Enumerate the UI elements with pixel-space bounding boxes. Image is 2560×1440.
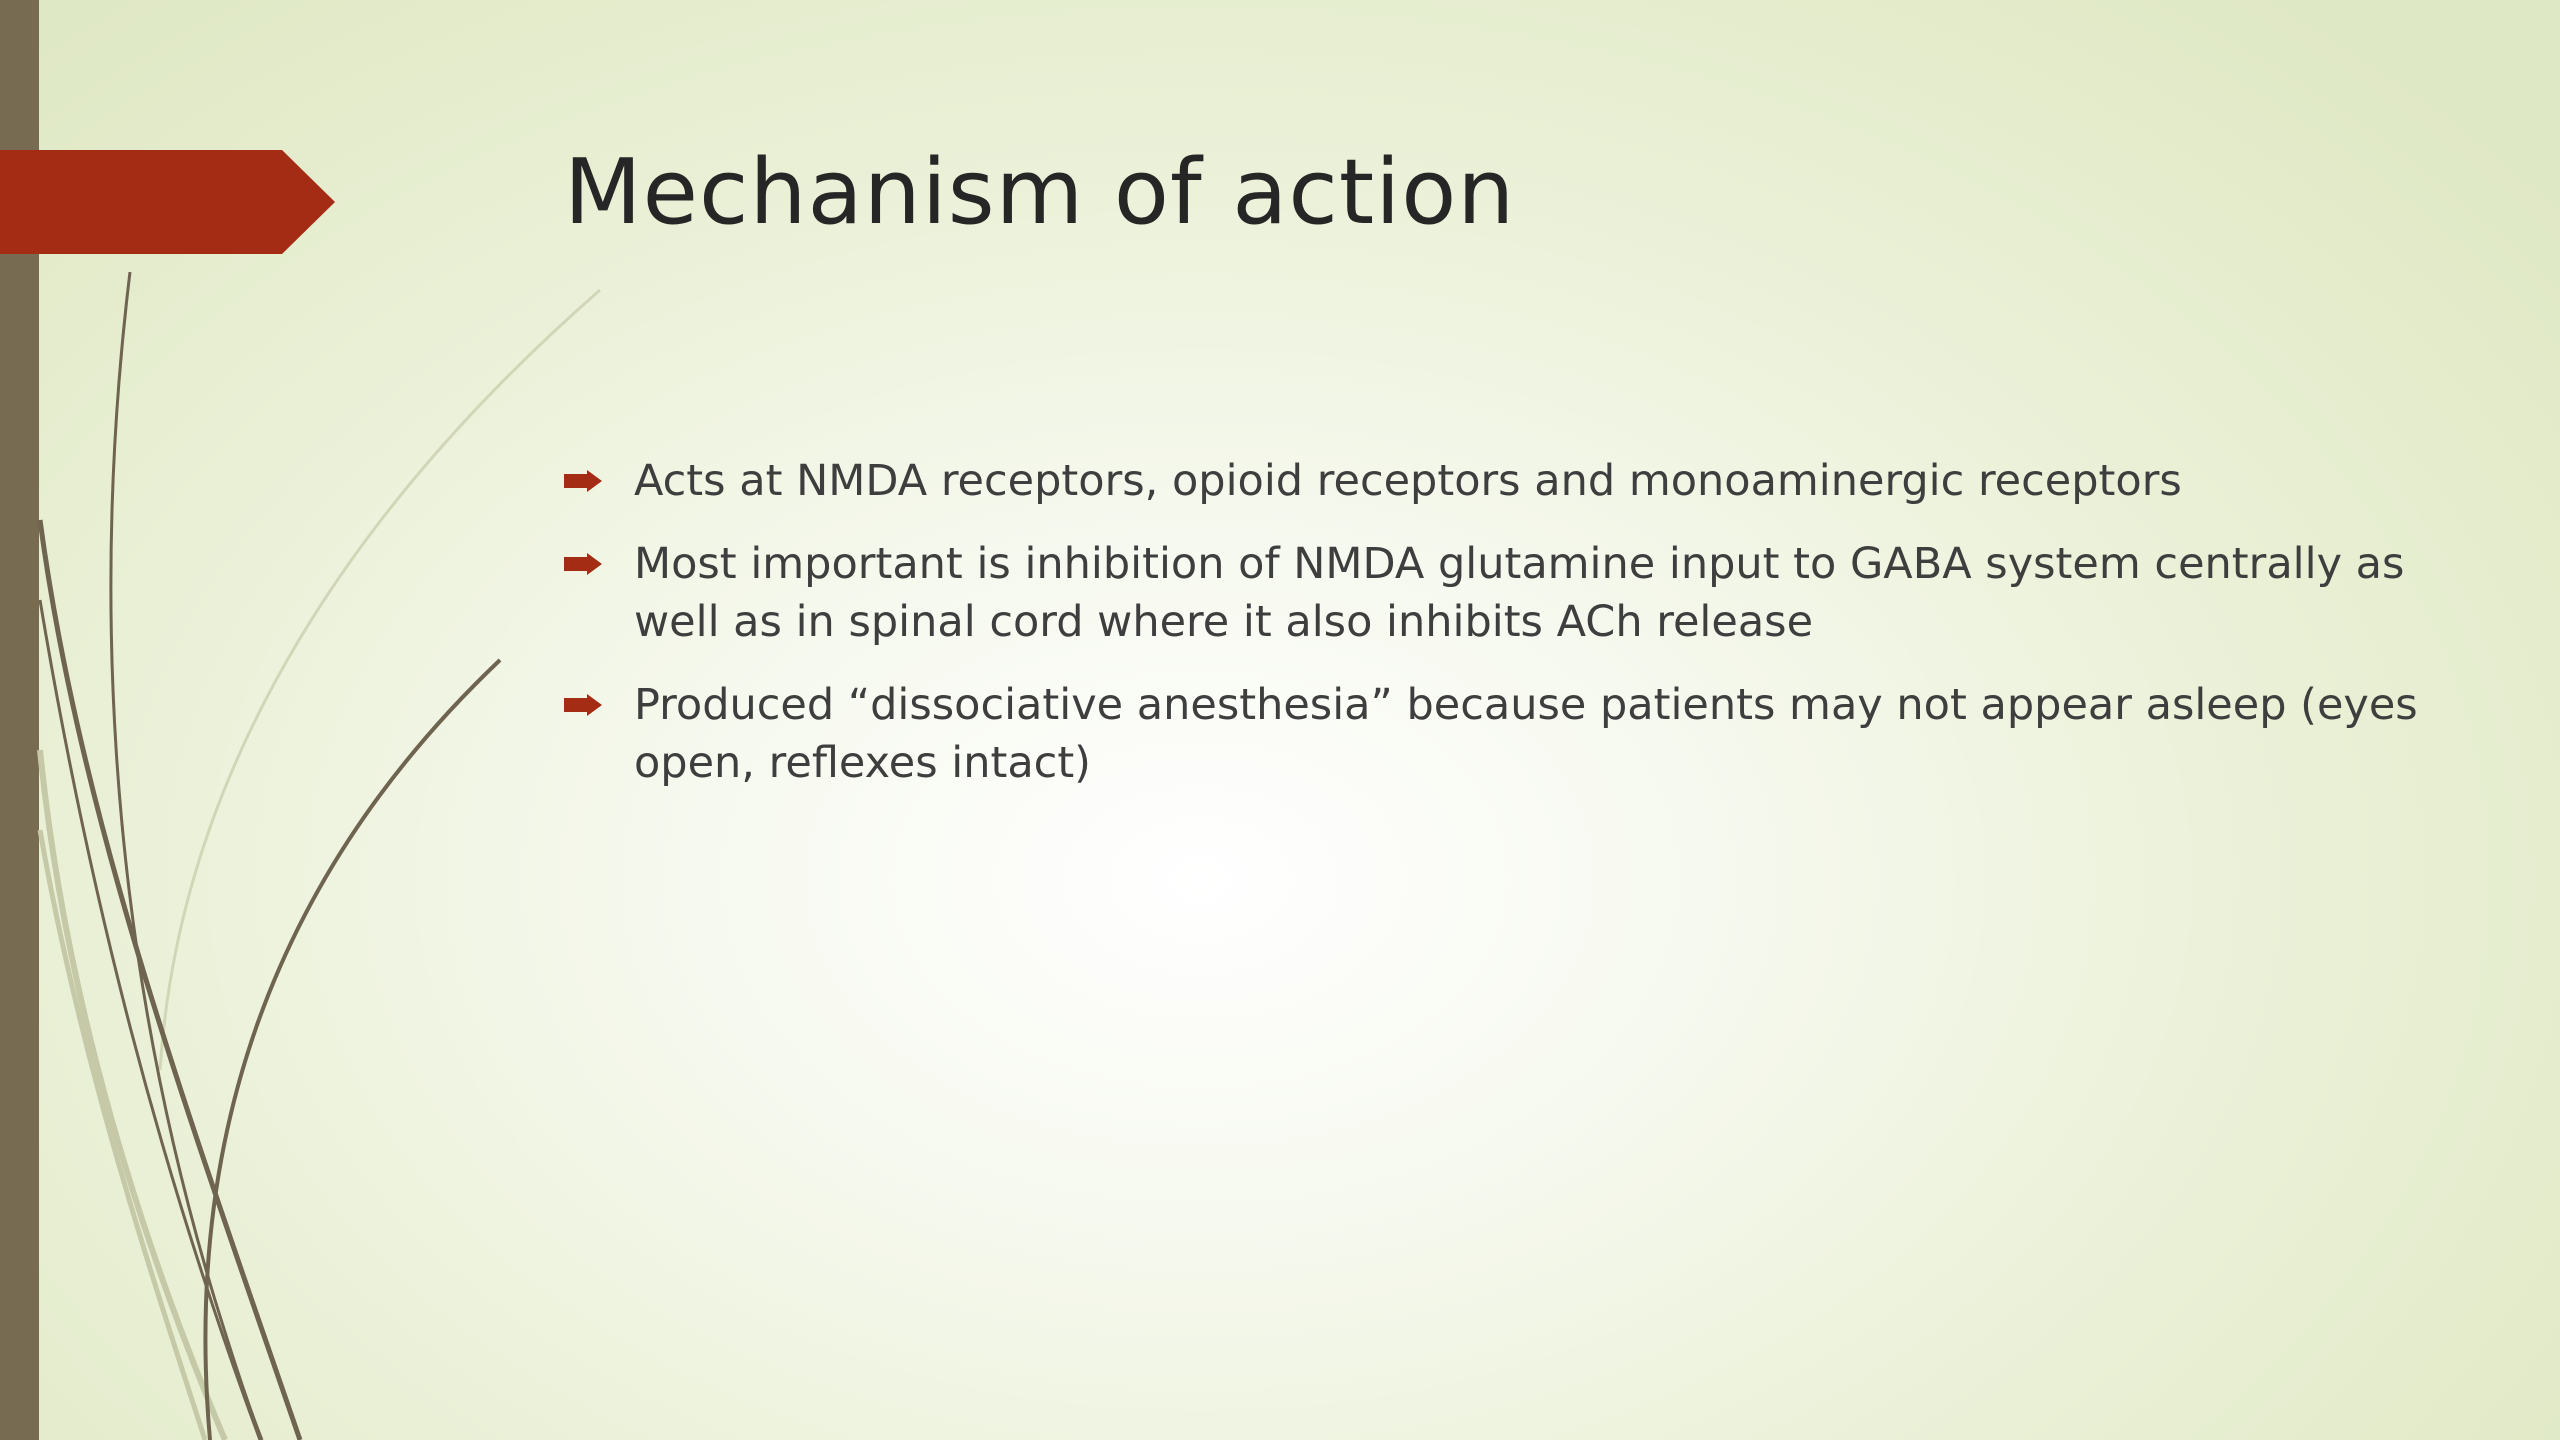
bullet-item (564, 676, 2464, 792)
bullet-text: Most important is inhibition of NMDA glutamine input to GABA system centrally as well as in spinal cord where it also inhibits ACh release (634, 539, 2405, 647)
bullet-text: Produced “dissociative anesthesia” because patients may not appear asleep (eyes open, reflexes intact) (634, 680, 2418, 788)
arrow-bullet-icon (564, 694, 602, 716)
slide-title: Mechanism of action (564, 140, 1516, 245)
arrow-bullet-icon (564, 553, 602, 575)
arrow-bullet-icon (564, 470, 602, 492)
bullet-text: Acts at NMDA receptors, opioid receptors and monoaminergic receptors (634, 456, 2182, 506)
title-arrow-banner (0, 150, 335, 254)
bullet-item (564, 452, 2464, 510)
bullet-item (564, 535, 2464, 651)
bullet-list (564, 452, 2464, 817)
